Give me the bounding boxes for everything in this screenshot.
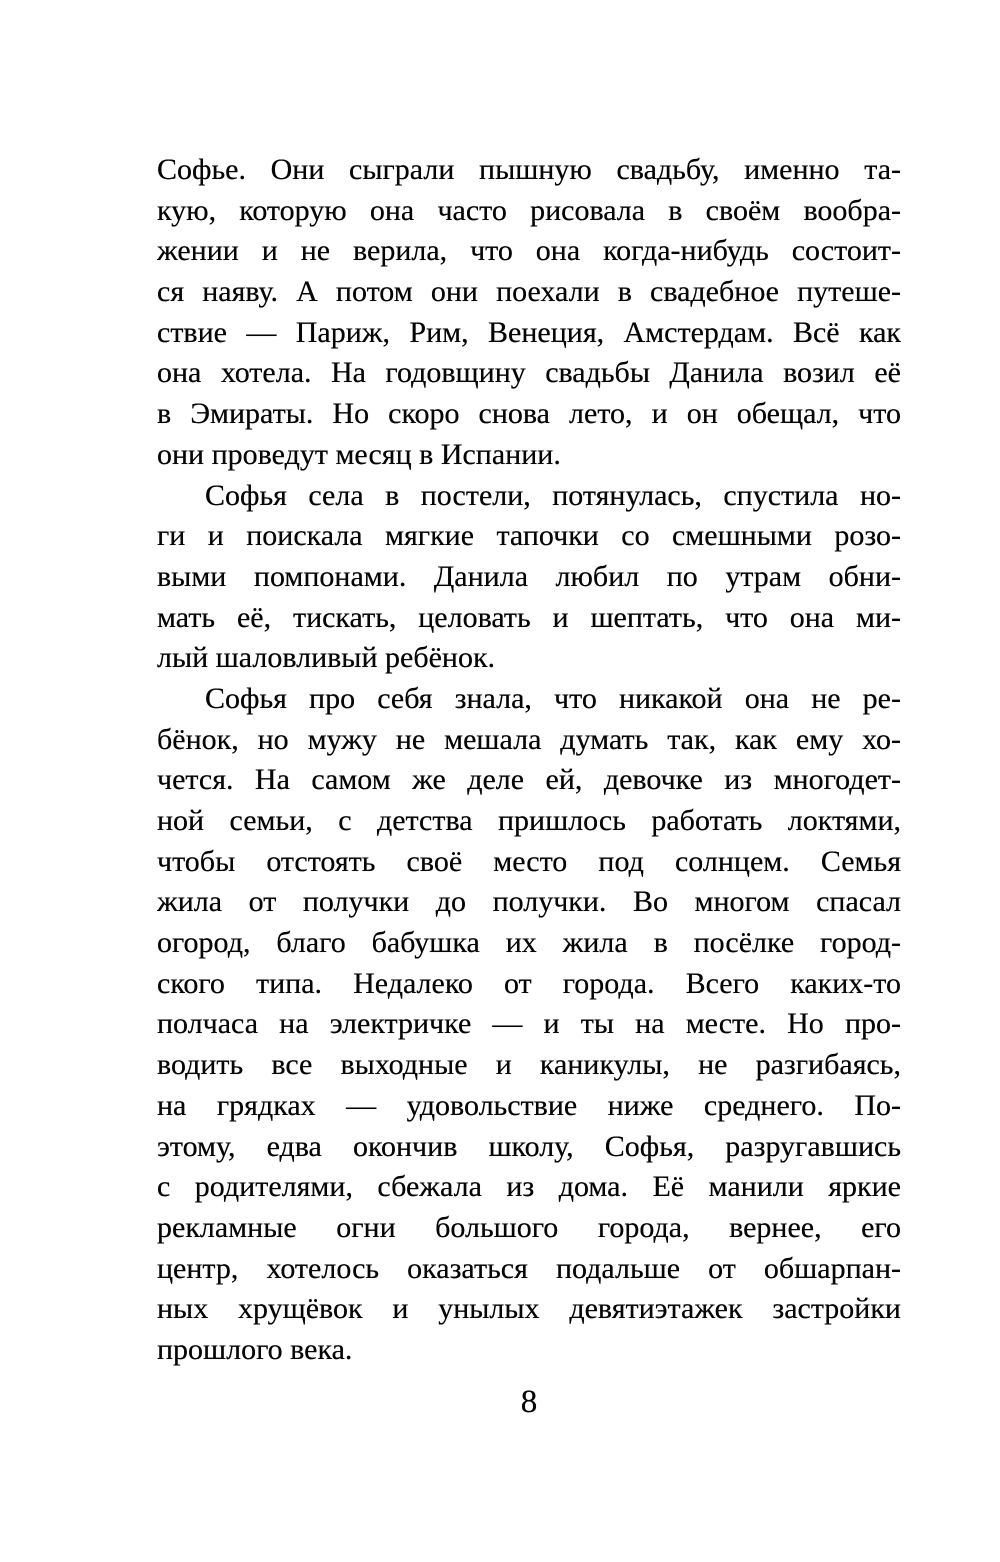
text-line: бёнок, но мужу не мешала думать так, как ему хо- (157, 722, 901, 756)
paragraph (157, 150, 901, 476)
text-line: ной семьи, с детства пришлось работать локтями, (157, 804, 901, 837)
text-line: ствие — Париж, Рим, Венеция, Амстердам. Всё как (157, 315, 901, 349)
text-line: этому, едва окончив школу, Софья, разругавшись (157, 1129, 901, 1163)
text-line: лый шаловливый ребёнок. (157, 641, 496, 675)
text-line: с родителями, сбежала из дома. Её манили яркие (157, 1170, 901, 1204)
text-line: прошлого века. (157, 1332, 353, 1366)
text-line: жении и не верила, что она когда-нибудь состоит- (157, 234, 901, 268)
body-text (157, 150, 901, 1371)
paragraph (157, 476, 901, 679)
text-line: ных хрущёвок и унылых девятиэтажек застройки (157, 1292, 901, 1326)
page-number: 8 (520, 1384, 538, 1420)
text-line: полчаса на электричке — и ты на месте. Но про- (157, 1007, 901, 1041)
text-line: центр, хотелось оказаться подальше от обшарпан- (157, 1251, 901, 1285)
text-line: они проведут месяц в Испании. (157, 437, 561, 471)
text-line: чтобы отстоять своё место под солнцем. Семья (157, 844, 901, 878)
text-line: на грядках — удовольствие ниже среднего. По- (157, 1088, 901, 1122)
text-line: Софья про себя знала, что никакой она не ре- (205, 681, 901, 715)
text-line: жила от получки до получки. Во многом спасал (157, 885, 901, 919)
text-line: ского типа. Недалеко от города. Всего каких-то (157, 966, 901, 1000)
paragraph (157, 679, 901, 1371)
text-line: в Эмираты. Но скоро снова лето, и он обещал, что (157, 397, 901, 431)
text-line: мать её, тискать, целовать и шептать, что она ми- (157, 600, 901, 634)
text-line: водить все выходные и каникулы, не разгибаясь, (157, 1048, 901, 1082)
text-line: чется. На самом же деле ей, девочке из многодет- (157, 763, 901, 797)
text-line: ги и поискала мягкие тапочки со смешными розо- (157, 519, 901, 553)
text-line: она хотела. На годовщину свадьбы Данила возил её (157, 356, 901, 390)
text-line: кую, которую она часто рисовала в своём вообра- (157, 193, 901, 227)
text-line: огород, благо бабушка их жила в посёлке город- (157, 926, 901, 960)
text-line: рекламные огни большого города, вернее, его (157, 1210, 901, 1244)
text-line: ся наяву. А потом они поехали в свадебное путеше- (157, 275, 901, 309)
text-line: Софья села в постели, потянулась, спустила но- (205, 478, 901, 512)
text-line: выми помпонами. Данила любил по утрам обни- (157, 559, 901, 593)
text-line: Софье. Они сыграли пышную свадьбу, именно та- (157, 153, 901, 186)
